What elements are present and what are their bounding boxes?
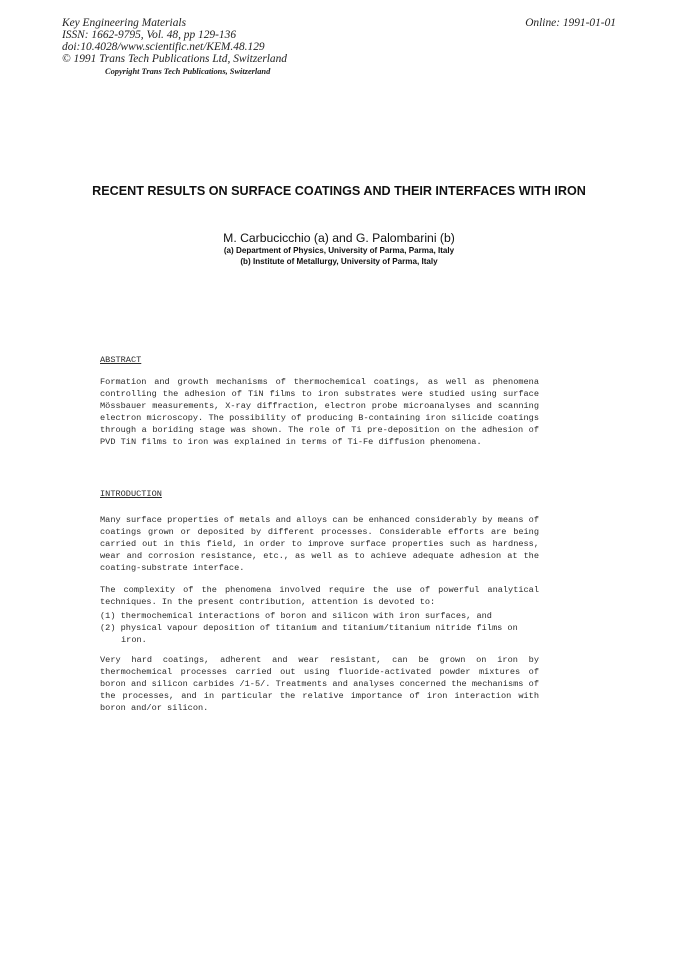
introduction-paragraph-3: Very hard coatings, adherent and wear resistant, can be grown on iron by thermochemical processes carried out using fluoride-activated powder mixtures of boron and silicon carbides /1-5/. Treatments and analyses concerned the mechanisms of the processes, and in particular the relative importance of iron interaction with boron and/or silicon.	[100, 655, 539, 713]
list-item-1: (1) thermochemical interactions of boron and silicon with iron surfaces, and	[100, 611, 492, 621]
issn-line: ISSN: 1662-9795, Vol. 48, pp 129-136	[62, 29, 237, 41]
paper-title: RECENT RESULTS ON SURFACE COATINGS AND THEIR INTERFACES WITH IRON	[92, 184, 586, 198]
copyright-stamp: Copyright Trans Tech Publications, Switzerland	[105, 67, 271, 76]
introduction-paragraph-2: The complexity of the phenomena involved require the use of powerful analytical techniques. In the present contribution, attention is devoted to:	[100, 585, 539, 607]
abstract-text: Formation and growth mechanisms of thermochemical coatings, as well as phenomena controlling the adhesion of TiN films to iron substrates were studied using surface Mössbauer measurements, X-ray diffraction, electron probe microanalyses and scanning electron microscopy. The possibility of producing B-containing iron silicide coatings through a boriding stage was shown. The role of Ti pre-deposition on the adhesion of PVD TiN films to iron was explained in terms of Ti-Fe diffusion phenomena.	[100, 377, 539, 447]
list-item-2: (2) physical vapour deposition of titanium and titanium/titanium nitride films on iron.	[100, 623, 518, 645]
journal-header	[62, 17, 287, 65]
doi-line: doi:10.4028/www.scientific.net/KEM.48.129	[62, 41, 265, 53]
authors: M. Carbucicchio (a) and G. Palombarini (b)	[223, 231, 455, 245]
introduction-paragraph-1: Many surface properties of metals and alloys can be enhanced considerably by means of coatings grown or deposited by different processes. Considerable efforts are being carried out in this field, in order to improve surface properties such as hardness, wear and corrosion resistance, etc., as well as to achieve adequate adhesion at the coating-substrate interface.	[100, 515, 539, 573]
journal-name: Key Engineering Materials	[62, 17, 187, 29]
introduction-heading: INTRODUCTION	[100, 489, 162, 499]
online-date: Online: 1991-01-01	[525, 17, 616, 29]
affiliation-b: (b) Institute of Metallurgy, University of Parma, Italy	[240, 257, 438, 266]
abstract-heading: ABSTRACT	[100, 355, 142, 365]
affiliation-a: (a) Department of Physics, University of Parma, Parma, Italy	[223, 246, 455, 255]
copyright-line: © 1991 Trans Tech Publications Ltd, Switzerland	[62, 53, 287, 65]
